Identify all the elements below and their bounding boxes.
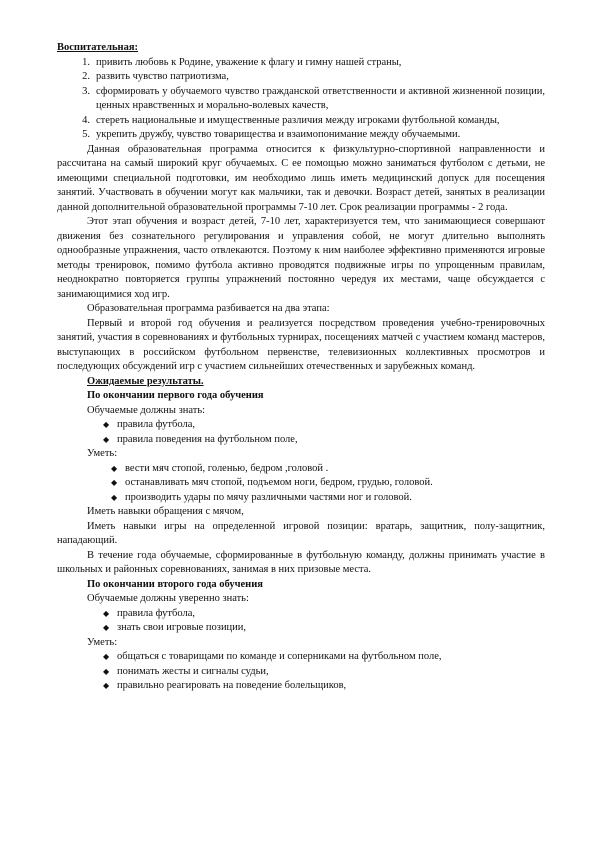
year1-know-label: Обучаемые должны знать: — [87, 404, 206, 416]
year1-can-label: Уметь: — [87, 448, 118, 459]
paragraph-years: Первый и второй год обучения и реализуется посредством проведения учебно-тренировочных занятий, участия в соревнованиях и футбольных турнирах, посещениях матчей с участием команд мастеров, выступающих в российском футбольном первенстве, телевизионных коллективных просмотров и последующих обсуждений игр с участием сильнейших отечественных и зарубежных команд. — [57, 317, 545, 372]
paragraph-stage: Этот этап обучения и возраст детей, 7-10 лет, характеризуется тем, что занимающиеся совершают движения без сознательного регулирования и управления собой, не могут длительно выполнять однообразные упражнения, часто отвлекаются. Поэтому к ним наиболее эффективно применяются игровые методы тренировок, помимо футбола активно проводятся подвижные игры по упрощенным правилам, неоднократно повторяется группы упражнений постоянно чередуя их местами, чаще обсуждается с занимающимися ход игр. — [57, 216, 545, 300]
list-item — [111, 462, 545, 477]
list-text: понимать жесты и сигналы судьи, — [117, 665, 269, 677]
year1-skills-ball: Иметь навыки обращения с мячом, — [87, 506, 244, 517]
list-text: стереть национальные и имущественные различия между игроками футбольной команды, — [96, 114, 500, 126]
diamond-bullet-icon: ◆ — [111, 478, 118, 487]
list-text: общаться с товарищами по команде и соперниками на футбольном поле, — [117, 651, 442, 662]
diamond-bullet-icon: ◆ — [103, 681, 110, 690]
list-item — [103, 433, 545, 448]
list-text: привить любовь к Родине, уважение к флагу и гимну нашей страны, — [96, 56, 402, 68]
list-item — [111, 491, 545, 506]
year2-can-list — [57, 650, 545, 694]
diamond-bullet-icon: ◆ — [103, 666, 110, 676]
diamond-bullet-icon: ◆ — [103, 420, 110, 429]
list-item — [57, 56, 545, 71]
section-title: Воспитательная: — [57, 42, 139, 53]
list-text: укрепить дружбу, чувство товарищества и взаимопонимание между обучаемыми. — [96, 129, 461, 140]
list-item — [103, 679, 545, 694]
list-item — [57, 70, 545, 85]
numbered-list — [57, 56, 545, 143]
list-text: правильно реагировать на поведение болельщиков, — [117, 680, 347, 691]
diamond-bullet-icon: ◆ — [103, 434, 110, 444]
list-text: вести мяч стопой, голенью, бедром ,головой . — [125, 462, 329, 474]
year1-know-list — [57, 418, 545, 447]
year1-title: По окончании первого года обучения — [87, 390, 264, 401]
year2-know-list — [57, 607, 545, 636]
results-title: Ожидаемые результаты. — [87, 375, 204, 387]
year1-can-list — [57, 462, 545, 506]
list-item — [57, 128, 545, 143]
diamond-bullet-icon: ◆ — [103, 623, 110, 632]
list-text: знать свои игровые позиции, — [117, 622, 247, 633]
list-number: 5. — [82, 129, 90, 140]
list-item — [103, 665, 545, 680]
year1-competitions: В течение года обучаемые, сформированные в футбольную команду, должны принимать участие в школьных и районных соревнованиях, занимая в них призовые места. — [57, 549, 545, 575]
list-text: производить удары по мячу различными частями ног и головой. — [125, 491, 412, 503]
list-text: правила футбола, — [117, 419, 195, 430]
year2-know-label: Обучаемые должны уверенно знать: — [87, 593, 249, 604]
list-text: сформировать у обучаемого чувство гражданской ответственности и активной жизненной позиции, ценных нравственных и морально-волевых качеств, — [96, 85, 545, 111]
diamond-bullet-icon: ◆ — [103, 652, 110, 661]
list-item — [57, 114, 545, 129]
list-text: правила футбола, — [117, 607, 195, 619]
list-item — [103, 650, 545, 665]
list-item — [103, 607, 545, 622]
diamond-bullet-icon: ◆ — [111, 463, 118, 473]
list-text: правила поведения на футбольном поле, — [117, 433, 298, 445]
list-item — [111, 476, 545, 491]
list-text: развить чувство патриотизма, — [96, 71, 229, 82]
list-number: 1. — [82, 56, 90, 68]
list-item — [57, 85, 545, 114]
document-body — [57, 41, 545, 694]
paragraph-program: Данная образовательная программа относится к физкультурно-спортивной направленности и рассчитана на самый широкий круг обучаемых. С ее помощью можно заниматься футболом с детьми, не имеющими специальной подготовки, им необходимо лишь иметь медицинский допуск для посещения занятий. Участвовать в обучении могут как мальчики, так и девочки. Возраст детей, занятых в реализации данной дополнительной образовательной программы 7-10 лет. Срок реализации программы - 2 года. — [57, 143, 545, 213]
year2-title: По окончании второго года обучения — [87, 578, 263, 590]
list-item — [103, 621, 545, 636]
list-text: останавливать мяч стопой, подъемом ноги, бедром, грудью, головой. — [125, 477, 433, 488]
year2-can-label: Уметь: — [87, 636, 118, 648]
list-number: 4. — [82, 114, 90, 126]
year1-skills-position: Иметь навыки игры на определенной игровой позиции: вратарь, защитник, полу-защитник, нападающий. — [57, 520, 545, 546]
list-number: 2. — [82, 71, 90, 82]
diamond-bullet-icon: ◆ — [111, 492, 118, 502]
paragraph-stages-intro: Образовательная программа разбивается на два этапа: — [87, 303, 330, 314]
diamond-bullet-icon: ◆ — [103, 608, 110, 618]
list-number: 3. — [82, 85, 90, 97]
list-item — [103, 418, 545, 433]
